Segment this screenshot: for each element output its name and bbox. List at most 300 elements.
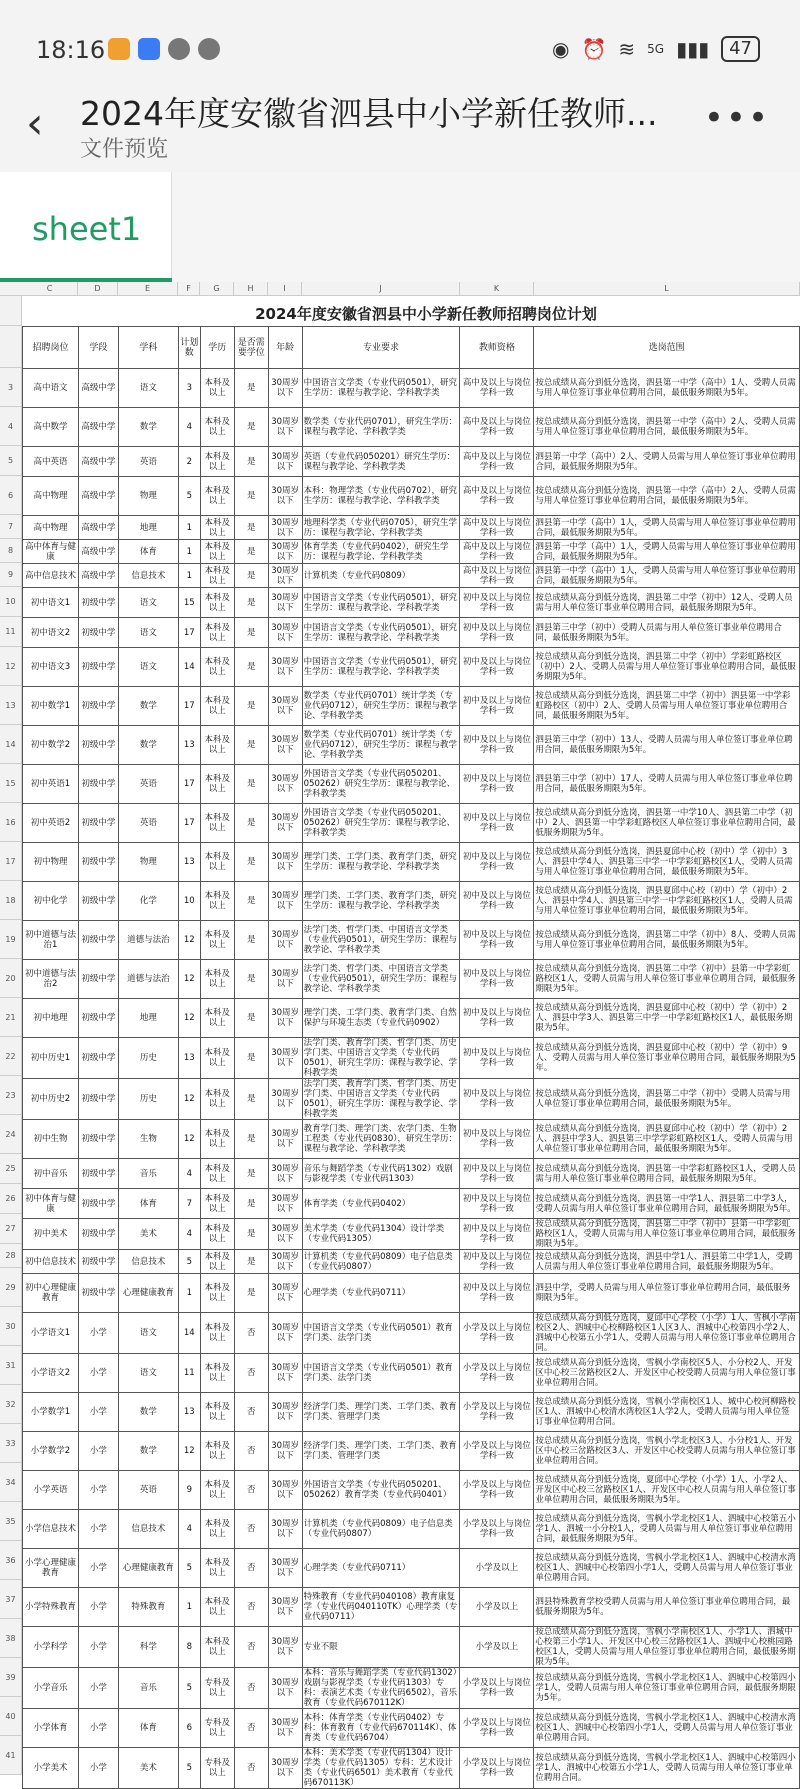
table-cell[interactable]: 小学心理健康教育 [23, 1549, 79, 1588]
table-cell[interactable]: 30周岁以下 [268, 1668, 302, 1709]
table-cell[interactable]: 17 [178, 765, 200, 804]
table-cell[interactable]: 按总成绩从高分到低分选岗，雪枫小学南校区5人、小分校2人、开发区中心校三岔路校区2人、开发区中心校受聘人员需与用人单位签订事业单位聘用合同。 [534, 1354, 800, 1393]
table-cell[interactable]: 按总成绩从高分到低分选岗，雪枫小学北校区1人、泗城中心校第四小学1人，受聘人员需与用人单位签订事业单位聘用合同，最低服务期限为5年。 [534, 1668, 800, 1709]
table-cell[interactable]: 泗县第一中学（高中）1人，受聘人员需与用人单位签订事业单位聘用合同，最低服务期限为5年。 [534, 564, 800, 588]
table-cell[interactable]: 音乐 [118, 1159, 178, 1189]
table-cell[interactable]: 初中及以上与岗位学科一致 [460, 921, 534, 960]
table-cell[interactable]: 泗县第三中学（初中）受聘人员需与用人单位签订事业单位聘用合同，最低服务期限为5年。 [534, 618, 800, 648]
table-cell[interactable]: 小学 [78, 1510, 118, 1549]
table-cell[interactable]: 按总成绩从高分到低分选岗，泗县第一中学10人、泗县第二中学（初中）2人、泗县第一中学彩虹路校区人单位签订事业单位聘用合同，最低服务期限为5年。 [534, 804, 800, 843]
table-cell[interactable]: 经济学门类、理学门类、工学门类、教育学门类、管理学门类 [302, 1432, 460, 1471]
table-cell[interactable]: 初中英语1 [23, 765, 79, 804]
table-cell[interactable]: 否 [234, 1313, 268, 1354]
table-cell[interactable]: 本科及以上 [200, 1120, 234, 1159]
table-cell[interactable]: 语文 [118, 369, 178, 408]
header-cell[interactable]: 年龄 [268, 327, 302, 369]
table-cell[interactable]: 30周岁以下 [268, 369, 302, 408]
table-cell[interactable]: 是 [234, 843, 268, 882]
table-cell[interactable]: 物理 [118, 843, 178, 882]
table-row[interactable] [23, 1471, 800, 1510]
table-row[interactable] [23, 921, 800, 960]
table-row[interactable] [23, 1219, 800, 1250]
table-cell[interactable]: 初中道德与法治1 [23, 921, 79, 960]
table-cell[interactable]: 初级中学 [78, 1038, 118, 1079]
table-cell[interactable]: 30周岁以下 [268, 1471, 302, 1510]
table-cell[interactable]: 中国语言文学类（专业代码0501），研究生学历：课程与教学论、学科教学类 [302, 369, 460, 408]
table-cell[interactable]: 30周岁以下 [268, 1120, 302, 1159]
table-cell[interactable]: 按总成绩从高分到低分选岗，泗县第二中学（初中）学彩虹路校区（初中）2人、受聘人员需与用人单位签订事业单位聘用合同，最低服务期限为5年。 [534, 648, 800, 687]
header-cell[interactable]: 是否需要学位 [234, 327, 268, 369]
table-cell[interactable]: 本科及以上 [200, 648, 234, 687]
table-cell[interactable]: 小学及以上 [460, 1549, 534, 1588]
table-cell[interactable]: 小学 [78, 1471, 118, 1510]
table-cell[interactable]: 本科及以上 [200, 408, 234, 447]
table-cell[interactable]: 初中音乐 [23, 1159, 79, 1189]
table-cell[interactable]: 本科及以上 [200, 1549, 234, 1588]
tab-sheet1[interactable] [0, 172, 172, 282]
table-row[interactable] [23, 477, 800, 516]
table-cell[interactable]: 语文 [118, 1354, 178, 1393]
table-cell[interactable]: 否 [234, 1354, 268, 1393]
table-cell[interactable]: 是 [234, 516, 268, 540]
table-row[interactable] [23, 1120, 800, 1159]
table-cell[interactable]: 是 [234, 1159, 268, 1189]
table-row[interactable] [23, 516, 800, 540]
table-cell[interactable]: 本科及以上 [200, 588, 234, 618]
table-cell[interactable]: 地理 [118, 999, 178, 1038]
table-cell[interactable]: 本科及以上 [200, 1274, 234, 1313]
table-cell[interactable]: 体育 [118, 1709, 178, 1748]
table-cell[interactable]: 心理学类（专业代码0711） [302, 1549, 460, 1588]
table-cell[interactable]: 14 [178, 648, 200, 687]
table-cell[interactable]: 数学类（专业代码0701），研究生学历：课程与教学论、学科教学类 [302, 408, 460, 447]
table-cell[interactable]: 小学 [78, 1549, 118, 1588]
table-cell[interactable]: 中国语言文学类（专业代码0501）教育学门类、法学门类 [302, 1313, 460, 1354]
table-cell[interactable]: 30周岁以下 [268, 1748, 302, 1789]
table-row[interactable] [23, 1354, 800, 1393]
table-cell[interactable]: 按总成绩从高分到低分选岗，雪枫小学南校区1人、城中心校河柳路校区1人、泗城中心校清水湾校区1人学2人，受聘人员需与用人单位签订事业单位聘用合同。 [534, 1393, 800, 1432]
table-cell[interactable]: 本科及以上 [200, 516, 234, 540]
table-cell[interactable]: 初中及以上与岗位学科一致 [460, 960, 534, 999]
table-cell[interactable]: 初中及以上与岗位学科一致 [460, 843, 534, 882]
spreadsheet-view[interactable] [0, 282, 800, 1788]
table-cell[interactable]: 6 [178, 1709, 200, 1748]
table-cell[interactable]: 30周岁以下 [268, 882, 302, 921]
table-cell[interactable]: 体育 [118, 540, 178, 564]
table-cell[interactable]: 初级中学 [78, 1159, 118, 1189]
table-cell[interactable]: 本科：美术学类（专业代码1304）设计学类（专业代码1305）专科：艺术设计类（专业代码6501）美术教育（专业代码670113K） [302, 1748, 460, 1789]
table-cell[interactable]: 英语 [118, 1471, 178, 1510]
table-row[interactable] [23, 999, 800, 1038]
table-cell[interactable]: 初中及以上与岗位学科一致 [460, 804, 534, 843]
table-cell[interactable]: 13 [178, 1038, 200, 1079]
table-cell[interactable]: 初中及以上与岗位学科一致 [460, 687, 534, 726]
more-dots-icon[interactable]: ••• [703, 98, 770, 138]
table-cell[interactable]: 法学门类、教育学门类、哲学门类、历史学门类、中国语言文学类（专业代码0501），研究生学历：课程与教学论、学科教学类 [302, 1038, 460, 1079]
table-cell[interactable]: 30周岁以下 [268, 999, 302, 1038]
table-cell[interactable]: 本科及以上 [200, 1189, 234, 1219]
table-cell[interactable]: 否 [234, 1393, 268, 1432]
table-cell[interactable]: 小学科学 [23, 1627, 79, 1668]
table-cell[interactable]: 高中体育与健康 [23, 540, 79, 564]
header-cell[interactable]: 选岗范围 [534, 327, 800, 369]
table-cell[interactable]: 高中及以上与岗位学科一致 [460, 564, 534, 588]
table-cell[interactable]: 30周岁以下 [268, 408, 302, 447]
table-cell[interactable]: 初级中学 [78, 843, 118, 882]
table-cell[interactable]: 按总成绩从高分到低分选岗，泗县第一中学1人、泗县第二中学3人，受聘人员需与用人单位签订事业单位聘用合同，最低服务期限为5年。 [534, 1189, 800, 1219]
table-cell[interactable]: 初中及以上与岗位学科一致 [460, 1159, 534, 1189]
table-cell[interactable]: 初中及以上与岗位学科一致 [460, 999, 534, 1038]
table-cell[interactable]: 经济学门类、理学门类、工学门类、教育学门类、管理学门类 [302, 1393, 460, 1432]
table-cell[interactable]: 计算机类（专业代码0809）电子信息类（专业代码0807） [302, 1250, 460, 1274]
table-row[interactable] [23, 1510, 800, 1549]
table-cell[interactable]: 英语（专业代码050201）研究生学历：课程与教学论、学科教学类 [302, 447, 460, 477]
table-cell[interactable]: 信息技术 [118, 564, 178, 588]
table-cell[interactable]: 本科及以上 [200, 882, 234, 921]
table-cell[interactable]: 特殊教育（专业代码040108）教育康复学（专业代码040110TK）心理学类（专业代码0711） [302, 1588, 460, 1627]
table-cell[interactable]: 是 [234, 687, 268, 726]
table-cell[interactable]: 小学 [78, 1748, 118, 1789]
table-cell[interactable]: 30周岁以下 [268, 1627, 302, 1668]
table-cell[interactable]: 是 [234, 1250, 268, 1274]
table-cell[interactable]: 小学 [78, 1668, 118, 1709]
table-cell[interactable]: 2 [178, 447, 200, 477]
table-cell[interactable]: 30周岁以下 [268, 765, 302, 804]
table-cell[interactable]: 是 [234, 1079, 268, 1120]
table-row[interactable] [23, 726, 800, 765]
table-cell[interactable]: 初中及以上与岗位学科一致 [460, 1250, 534, 1274]
table-row[interactable] [23, 1549, 800, 1588]
table-cell[interactable]: 按总成绩从高分到低分选岗，泗县第二中学（初中）泗县第一中学彩虹路校区（初中）2人、受聘人员需与用人单位签订事业单位聘用合同，最低服务期限为5年。 [534, 687, 800, 726]
table-cell[interactable]: 按总成绩从高分到低分选岗，泗县夏邱中心校（初中）学（初中）9人、受聘人员需与用人单位签订事业单位聘用合同，最低服务期限为5年。 [534, 1038, 800, 1079]
table-cell[interactable]: 是 [234, 408, 268, 447]
table-cell[interactable]: 高中及以上与岗位学科一致 [460, 369, 534, 408]
table-cell[interactable]: 30周岁以下 [268, 1709, 302, 1748]
table-cell[interactable]: 否 [234, 1668, 268, 1709]
table-cell[interactable]: 本科：音乐与舞蹈学类（专业代码1302）戏剧与影视学类（专业代码1303）专科：表演艺术类（专业代码6502），音乐教育（专业代码670112K） [302, 1668, 460, 1709]
table-cell[interactable]: 按总成绩从高分到低分选岗，泗县第二中学（初中）8人、受聘人员需与用人单位签订事业单位聘用合同，最低服务期限为5年。 [534, 921, 800, 960]
table-cell[interactable]: 高中信息技术 [23, 564, 79, 588]
table-cell[interactable]: 理学门类、工学门类、教育学门类、自然保护与环境生态类（专业代码0902） [302, 999, 460, 1038]
table-cell[interactable]: 30周岁以下 [268, 804, 302, 843]
table-cell[interactable]: 3 [178, 369, 200, 408]
table-cell[interactable]: 本科及以上 [200, 1471, 234, 1510]
table-cell[interactable]: 14 [178, 1313, 200, 1354]
table-cell[interactable]: 30周岁以下 [268, 618, 302, 648]
table-cell[interactable]: 按总成绩从高分到低分选岗，泗县夏邱中心校（初中）学（初中）3人、泗县中学4人、泗县第三中学一中学彩虹路校区1人，受聘人员需与用人单位签订事业单位聘用合同，最低服务期限为5年。 [534, 843, 800, 882]
table-cell[interactable]: 是 [234, 588, 268, 618]
table-cell[interactable]: 小学及以上与岗位学科一致 [460, 1748, 534, 1789]
table-cell[interactable]: 1 [178, 516, 200, 540]
table-cell[interactable]: 初中历史1 [23, 1038, 79, 1079]
table-cell[interactable]: 数学 [118, 408, 178, 447]
table-cell[interactable]: 30周岁以下 [268, 843, 302, 882]
table-cell[interactable]: 按总成绩从高分到低分选岗，泗县第二中学（初中）12人、受聘人员需与用人单位签订事业单位聘用合同，最低服务期限为5年。 [534, 588, 800, 618]
table-cell[interactable]: 否 [234, 1709, 268, 1748]
table-cell[interactable]: 初中化学 [23, 882, 79, 921]
table-cell[interactable]: 初中地理 [23, 999, 79, 1038]
table-cell[interactable]: 本科及以上 [200, 540, 234, 564]
table-cell[interactable]: 数学 [118, 1432, 178, 1471]
table-cell[interactable]: 初级中学 [78, 687, 118, 726]
table-cell[interactable]: 本科及以上 [200, 999, 234, 1038]
table-cell[interactable]: 高级中学 [78, 369, 118, 408]
table-cell[interactable]: 本科及以上 [200, 477, 234, 516]
table-cell[interactable]: 初级中学 [78, 1079, 118, 1120]
table-cell[interactable]: 高中物理 [23, 477, 79, 516]
table-cell[interactable]: 信息技术 [118, 1250, 178, 1274]
table-row[interactable] [23, 1274, 800, 1313]
table-cell[interactable]: 初中英语2 [23, 804, 79, 843]
table-cell[interactable]: 初中及以上与岗位学科一致 [460, 882, 534, 921]
table-row[interactable] [23, 1250, 800, 1274]
table-cell[interactable]: 科学 [118, 1627, 178, 1668]
table-cell[interactable]: 17 [178, 804, 200, 843]
table-cell[interactable]: 小学及以上 [460, 1627, 534, 1668]
table-cell[interactable]: 按总成绩从高分到低分选岗，泗县夏邱中心校（初中）学（初中）2人、泗县中学3人、泗县第三中学一中学彩虹路校区1人，最低服务期限为5年。 [534, 999, 800, 1038]
table-cell[interactable]: 高中及以上与岗位学科一致 [460, 408, 534, 447]
table-cell[interactable]: 30周岁以下 [268, 1393, 302, 1432]
table-cell[interactable]: 初级中学 [78, 726, 118, 765]
table-cell[interactable]: 按总成绩从高分到低分选岗，泗县中学1人、泗县第二中学1人，受聘人员需与用人单位签订事业单位聘用合同，最低服务期限为5年。 [534, 1250, 800, 1274]
table-cell[interactable]: 高级中学 [78, 540, 118, 564]
table-row[interactable] [23, 1393, 800, 1432]
table-cell[interactable]: 语文 [118, 1313, 178, 1354]
table-cell[interactable]: 法学门类、哲学门类、中国语言文学类（专业代码0501），研究生学历：课程与教学论、学科教学类 [302, 960, 460, 999]
table-cell[interactable]: 按总成绩从高分到低分选岗，泗县第一中学彩虹路校区1人，受聘人员需与用人单位签订事业单位聘用合同，最低服务期限为5年。 [534, 1159, 800, 1189]
table-cell[interactable]: 按总成绩从高分到低分选岗，泗县第一中学（高中）2人、受聘人员需与用人单位签订事业单位聘用合同，最低服务期限为5年。 [534, 477, 800, 516]
table-cell[interactable]: 15 [178, 588, 200, 618]
table-row[interactable] [23, 408, 800, 447]
table-cell[interactable]: 按总成绩从高分到低分选岗，泗县夏邱中心校（初中）学（初中）2人、泗县中学4人、泗县第三中学一中学彩虹路校区1人，受聘人员需与用人单位签订事业单位聘用合同，最低服务期限为5年。 [534, 882, 800, 921]
table-cell[interactable]: 是 [234, 618, 268, 648]
table-cell[interactable]: 1 [178, 1588, 200, 1627]
table-cell[interactable]: 小学音乐 [23, 1668, 79, 1709]
table-cell[interactable]: 30周岁以下 [268, 516, 302, 540]
table-cell[interactable]: 30周岁以下 [268, 1313, 302, 1354]
table-cell[interactable]: 数学 [118, 687, 178, 726]
table-cell[interactable]: 13 [178, 1393, 200, 1432]
table-cell[interactable]: 小学 [78, 1709, 118, 1748]
table-cell[interactable]: 初中语文1 [23, 588, 79, 618]
table-cell[interactable]: 初级中学 [78, 618, 118, 648]
table-cell[interactable]: 初级中学 [78, 882, 118, 921]
table-cell[interactable]: 小学 [78, 1313, 118, 1354]
table-cell[interactable]: 30周岁以下 [268, 477, 302, 516]
table-cell[interactable]: 专业不限 [302, 1627, 460, 1668]
table-cell[interactable]: 30周岁以下 [268, 1354, 302, 1393]
table-cell[interactable]: 心理健康教育 [118, 1549, 178, 1588]
table-cell[interactable]: 初中及以上与岗位学科一致 [460, 618, 534, 648]
table-cell[interactable]: 本科：体育学类（专业代码0402）专科：体育教育（专业代码670114K）、体育类（专业代码6704） [302, 1709, 460, 1748]
table-cell[interactable]: 本科及以上 [200, 1250, 234, 1274]
table-cell[interactable]: 是 [234, 1120, 268, 1159]
table-cell[interactable]: 外国语言文学类（专业代码050201、050262）研究生学历：课程与教学论、学科教学类 [302, 804, 460, 843]
table-cell[interactable]: 外国语言文学类（专业代码050201、050262）研究生学历：课程与教学论、学科教学类 [302, 765, 460, 804]
table-cell[interactable]: 30周岁以下 [268, 1250, 302, 1274]
table-row[interactable] [23, 804, 800, 843]
table-row[interactable] [23, 1588, 800, 1627]
table-cell[interactable]: 按总成绩从高分到低分选岗，雪枫小学北校区3人、小分校1人、开发区中心校三岔路校区3人、开发区中心校受聘人员需与用人单位签订事业单位聘用合同。 [534, 1432, 800, 1471]
table-cell[interactable]: 高中语文 [23, 369, 79, 408]
table-row[interactable] [23, 843, 800, 882]
table-cell[interactable]: 4 [178, 1510, 200, 1549]
table-cell[interactable]: 30周岁以下 [268, 1549, 302, 1588]
table-cell[interactable]: 30周岁以下 [268, 687, 302, 726]
table-cell[interactable]: 高中及以上与岗位学科一致 [460, 477, 534, 516]
table-cell[interactable]: 高中数学 [23, 408, 79, 447]
table-cell[interactable]: 本科及以上 [200, 1588, 234, 1627]
table-cell[interactable]: 7 [178, 1189, 200, 1219]
table-row[interactable] [23, 1189, 800, 1219]
table-cell[interactable]: 外国语言文学类（专业代码050201、050262）教育学类（专业代码0401） [302, 1471, 460, 1510]
header-cell[interactable]: 教师资格 [460, 327, 534, 369]
table-cell[interactable]: 小学及以上与岗位学科一致 [460, 1471, 534, 1510]
table-cell[interactable]: 体育学类（专业代码0402），研究生学历：课程与教学论、学科教学类 [302, 540, 460, 564]
table-cell[interactable]: 小学体育 [23, 1709, 79, 1748]
table-row[interactable] [23, 960, 800, 999]
table-cell[interactable]: 小学 [78, 1354, 118, 1393]
table-cell[interactable]: 30周岁以下 [268, 1588, 302, 1627]
table-cell[interactable]: 中国语言文学类（专业代码0501），研究生学历：课程与教学论、学科教学类 [302, 648, 460, 687]
table-cell[interactable]: 本科及以上 [200, 1510, 234, 1549]
table-cell[interactable]: 泗县第三中学（初中）17人、受聘人员需与用人单位签订事业单位聘用合同，最低服务期限为5年。 [534, 765, 800, 804]
table-cell[interactable]: 小学语文1 [23, 1313, 79, 1354]
table-cell[interactable]: 本科及以上 [200, 726, 234, 765]
table-cell[interactable]: 是 [234, 477, 268, 516]
table-cell[interactable]: 音乐 [118, 1668, 178, 1709]
table-row[interactable] [23, 447, 800, 477]
table-row[interactable] [23, 882, 800, 921]
table-cell[interactable]: 1 [178, 564, 200, 588]
table-cell[interactable]: 初级中学 [78, 804, 118, 843]
table-cell[interactable]: 数学类（专业代码0701）统计学类（专业代码0712），研究生学历：课程与教学论、学科教学类 [302, 687, 460, 726]
table-cell[interactable]: 初中生物 [23, 1120, 79, 1159]
header-cell[interactable]: 计划数 [178, 327, 200, 369]
table-cell[interactable]: 本科及以上 [200, 687, 234, 726]
table-cell[interactable]: 否 [234, 1432, 268, 1471]
table-cell[interactable]: 小学 [78, 1588, 118, 1627]
table-row[interactable] [23, 765, 800, 804]
back-arrow-icon[interactable]: ‹ [26, 98, 44, 149]
table-cell[interactable]: 本科及以上 [200, 1432, 234, 1471]
table-cell[interactable]: 音乐与舞蹈学类（专业代码1302）戏剧与影视学类（专业代码1303） [302, 1159, 460, 1189]
table-cell[interactable]: 初级中学 [78, 921, 118, 960]
table-cell[interactable]: 小学信息技术 [23, 1510, 79, 1549]
table-cell[interactable]: 高中物理 [23, 516, 79, 540]
table-cell[interactable]: 30周岁以下 [268, 1189, 302, 1219]
table-cell[interactable]: 12 [178, 1079, 200, 1120]
table-row[interactable] [23, 1313, 800, 1354]
table-cell[interactable]: 是 [234, 447, 268, 477]
table-cell[interactable]: 小学美术 [23, 1748, 79, 1789]
table-cell[interactable]: 泗县第一中学（高中）1人，受聘人员需与用人单位签订事业单位聘用合同，最低服务期限为5年。 [534, 516, 800, 540]
table-row[interactable] [23, 1432, 800, 1471]
table-cell[interactable]: 数学 [118, 726, 178, 765]
table-cell[interactable]: 数学类（专业代码0701）统计学类（专业代码0712），研究生学历：课程与教学论、学科教学类 [302, 726, 460, 765]
table-row[interactable] [23, 648, 800, 687]
table-cell[interactable]: 专科及以上 [200, 1668, 234, 1709]
table-cell[interactable]: 30周岁以下 [268, 1274, 302, 1313]
table-cell[interactable]: 泗县第一中学（高中）1人，受聘人员需与用人单位签订事业单位聘用合同，最低服务期限为5年。 [534, 540, 800, 564]
table-cell[interactable]: 理学门类、工学门类、教育学门类，研究生学历：课程与教学论、学科教学类 [302, 843, 460, 882]
table-cell[interactable]: 本科及以上 [200, 1627, 234, 1668]
table-cell[interactable]: 10 [178, 882, 200, 921]
table-cell[interactable]: 专科及以上 [200, 1709, 234, 1748]
table-cell[interactable]: 12 [178, 1120, 200, 1159]
table-cell[interactable]: 小学及以上与岗位学科一致 [460, 1432, 534, 1471]
table-cell[interactable]: 是 [234, 540, 268, 564]
table-cell[interactable]: 教育学门类、理学门类、农学门类、生物工程类（专业代码0830），研究生学历：课程与教学论、学科教学类 [302, 1120, 460, 1159]
table-cell[interactable]: 初中物理 [23, 843, 79, 882]
table-cell[interactable]: 初中数学2 [23, 726, 79, 765]
table-cell[interactable]: 初中及以上与岗位学科一致 [460, 588, 534, 618]
table-cell[interactable]: 小学语文2 [23, 1354, 79, 1393]
table-cell[interactable]: 按总成绩从高分到低分选岗，雪枫小学北校区1人、泗城中心校清水湾校区1人、泗城中心校第四小学1人，受聘人员需与用人单位签订事业单位聘用合同。 [534, 1709, 800, 1748]
table-row[interactable] [23, 1748, 800, 1789]
table-cell[interactable]: 小学及以上与岗位学科一致 [460, 1709, 534, 1748]
header-cell[interactable]: 招聘岗位 [23, 327, 79, 369]
table-cell[interactable]: 30周岁以下 [268, 1159, 302, 1189]
table-cell[interactable]: 9 [178, 1471, 200, 1510]
table-cell[interactable]: 泗县中学，受聘人员需与用人单位签订事业单位聘用合同，最低服务期限为5年。 [534, 1274, 800, 1313]
table-cell[interactable]: 是 [234, 1219, 268, 1250]
header-cell[interactable]: 学科 [118, 327, 178, 369]
table-cell[interactable]: 高级中学 [78, 447, 118, 477]
table-cell[interactable]: 法学门类、哲学门类、中国语言文学类（专业代码0501），研究生学历：课程与教学论、学科教学类 [302, 921, 460, 960]
table-cell[interactable]: 按总成绩从高分到低分选岗，雪枫小学北校区1人、泗城中心校清水湾校区1人、泗城中心校第四小学1人，受聘人员需与用人单位签订事业单位聘用合同。 [534, 1549, 800, 1588]
table-cell[interactable]: 初中体育与健康 [23, 1189, 79, 1219]
table-cell[interactable]: 初中及以上与岗位学科一致 [460, 726, 534, 765]
table-cell[interactable]: 按总成绩从高分到低分选岗，雪枫小学北校区1人、泗城中心校第五小学1人、泗城一小分校1人，受聘人员需与用人单位签订事业单位聘用合同，最低服务期限为5年。 [534, 1510, 800, 1549]
table-cell[interactable]: 按总成绩从高分到低分选岗，泗县第一中学（高中）2人、受聘人员需与用人单位签订事业单位聘用合同，最低服务期限为5年。 [534, 408, 800, 447]
table-cell[interactable]: 本科及以上 [200, 1393, 234, 1432]
table-cell[interactable]: 30周岁以下 [268, 726, 302, 765]
table-cell[interactable]: 是 [234, 564, 268, 588]
table-row[interactable] [23, 618, 800, 648]
table-cell[interactable]: 本科及以上 [200, 843, 234, 882]
table-row[interactable] [23, 687, 800, 726]
table-cell[interactable]: 是 [234, 882, 268, 921]
table-cell[interactable]: 体育 [118, 1189, 178, 1219]
table-cell[interactable]: 30周岁以下 [268, 1219, 302, 1250]
table-cell[interactable]: 本科及以上 [200, 1159, 234, 1189]
table-cell[interactable]: 12 [178, 1432, 200, 1471]
table-cell[interactable]: 初级中学 [78, 1219, 118, 1250]
table-cell[interactable]: 美术 [118, 1219, 178, 1250]
table-cell[interactable]: 英语 [118, 765, 178, 804]
table-cell[interactable]: 初中及以上与岗位学科一致 [460, 1189, 534, 1219]
table-cell[interactable]: 30周岁以下 [268, 1038, 302, 1079]
table-cell[interactable]: 是 [234, 1274, 268, 1313]
data-table[interactable] [22, 326, 800, 1789]
table-cell[interactable]: 高级中学 [78, 408, 118, 447]
table-cell[interactable]: 初中及以上与岗位学科一致 [460, 648, 534, 687]
table-row[interactable] [23, 564, 800, 588]
table-cell[interactable]: 初中信息技术 [23, 1250, 79, 1274]
table-cell[interactable]: 30周岁以下 [268, 1510, 302, 1549]
table-cell[interactable]: 4 [178, 1159, 200, 1189]
table-cell[interactable]: 30周岁以下 [268, 648, 302, 687]
table-cell[interactable]: 11 [178, 1354, 200, 1393]
table-cell[interactable]: 按总成绩从高分到低分选岗，雪枫小学南校区1人、小学1人、泗城中心校第三小学1人、开发区中心校三岔路校区1人、泗城中心校桃园路校区1人，受聘人员需与用人单位签订事业单位聘用合同，最低服务期限为5年。 [534, 1627, 800, 1668]
table-cell[interactable]: 道德与法治 [118, 921, 178, 960]
table-cell[interactable]: 5 [178, 1668, 200, 1709]
table-cell[interactable]: 美术 [118, 1748, 178, 1789]
table-cell[interactable]: 5 [178, 1549, 200, 1588]
table-cell[interactable]: 计算机类（专业代码0809） [302, 564, 460, 588]
table-cell[interactable]: 小学 [78, 1432, 118, 1471]
